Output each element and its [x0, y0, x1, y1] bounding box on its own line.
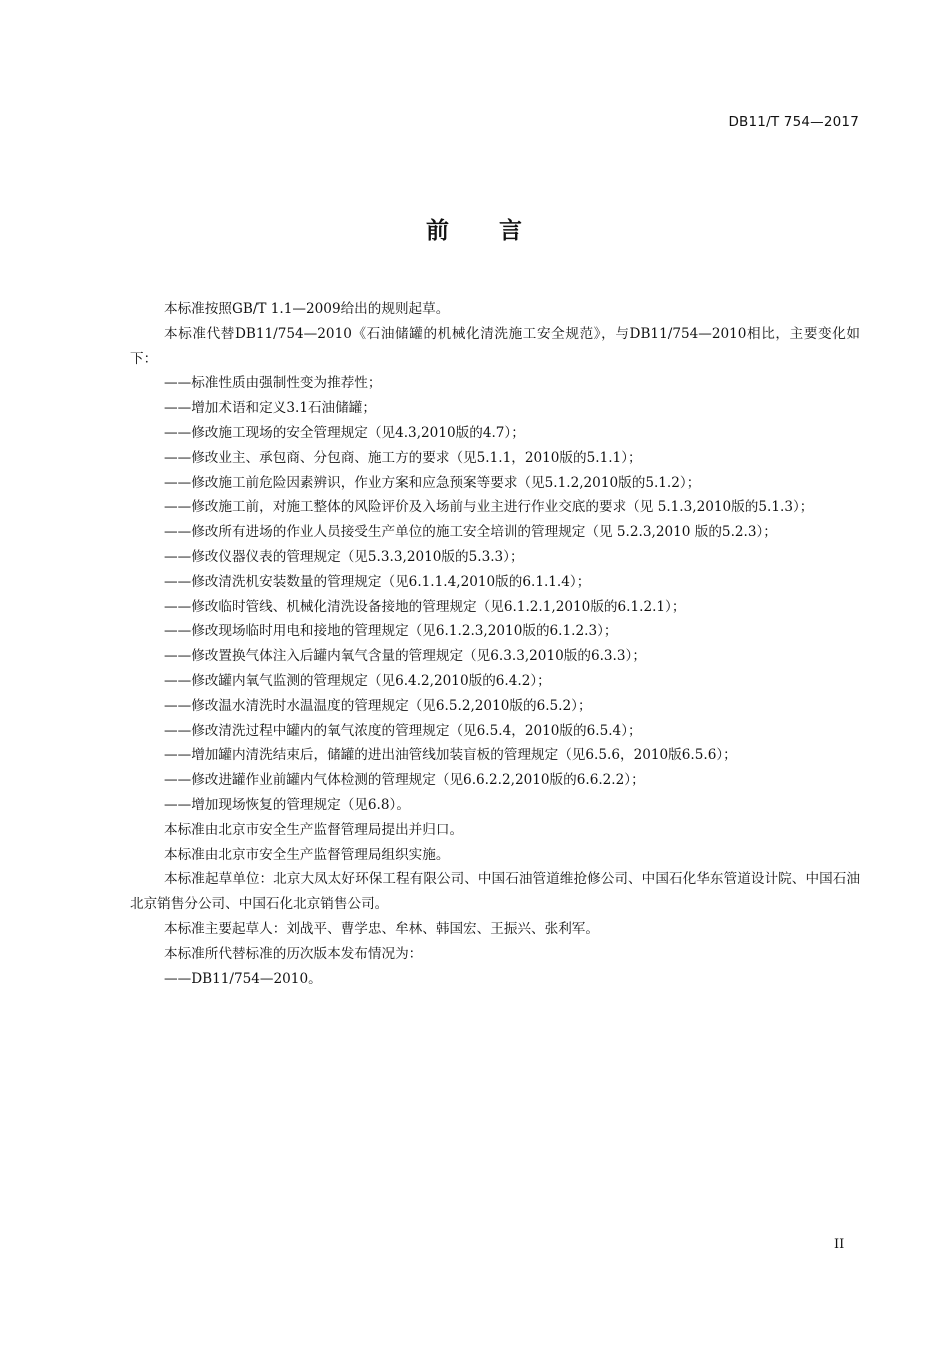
change-item: ——修改业主、承包商、分包商、施工方的要求（见5.1.1，2010版的5.1.1）； — [164, 449, 642, 466]
change-item: ——修改仪器仪表的管理规定（见5.3.3,2010版的5.3.3）； — [164, 548, 524, 565]
change-item: ——修改清洗过程中罐内的氧气浓度的管理规定（见6.5.4，2010版的6.5.4）； — [164, 722, 642, 739]
paragraph-drafting-units: 本标准起草单位：北京大凤太好环保工程有限公司、中国石油管道维抢修公司、中国石化华东管道设计院、中国石油北京销售分公司、中国石化北京销售公司。 — [130, 871, 860, 913]
change-item: ——增加罐内清洗结束后，储罐的进出油管线加装盲板的管理规定（见6.5.6，2010版6.5.6）； — [164, 747, 737, 764]
foreword-body — [130, 297, 860, 991]
change-item: ——标准性质由强制性变为推荐性； — [164, 375, 382, 392]
change-item: ——修改施工前危险因素辨识，作业方案和应急预案等要求（见5.1.2,2010版的5.1.2）； — [164, 474, 701, 491]
page-title — [0, 212, 950, 245]
change-item: ——增加术语和定义3.1石油储罐； — [164, 400, 376, 417]
paragraph-drafters: 本标准主要起草人：刘战平、曹学忠、牟林、韩国宏、王振兴、张利军。 — [164, 920, 599, 937]
title-char-1: 前 — [426, 218, 451, 244]
page-number: II — [834, 1237, 845, 1252]
change-item: ——修改进罐作业前罐内气体检测的管理规定（见6.6.2.2,2010版的6.6.2.2）； — [164, 772, 645, 789]
change-item: ——修改现场临时用电和接地的管理规定（见6.1.2.3,2010版的6.1.2.3）； — [164, 623, 618, 640]
change-item: ——修改施工前，对施工整体的风险评价及入场前与业主进行作业交底的要求（见 5.1.3,2010版的5.1.3）； — [164, 499, 814, 516]
paragraph-proposed-by: 本标准由北京市安全生产监督管理局提出并归口。 — [164, 821, 464, 838]
title-char-2: 言 — [499, 218, 524, 244]
change-item: ——修改临时管线、机械化清洗设备接地的管理规定（见6.1.2.1,2010版的6.1.2.1）； — [164, 598, 686, 615]
change-item: ——修改所有进场的作业人员接受生产单位的施工安全培训的管理规定（见 5.2.3,2010 版的5.2.3）； — [164, 524, 777, 541]
standard-code: DB11/T 754—2017 — [728, 114, 859, 130]
changes-list — [130, 371, 860, 817]
change-item: ——修改施工现场的安全管理规定（见4.3,2010版的4.7）； — [164, 424, 525, 441]
change-item: ——修改清洗机安装数量的管理规定（见6.1.1.4,2010版的6.1.1.4）； — [164, 573, 591, 590]
change-item: ——修改温水清洗时水温温度的管理规定（见6.5.2,2010版的6.5.2）； — [164, 697, 592, 714]
paragraph-drafting-rule: 本标准按照GB/T 1.1—2009给出的规则起草。 — [164, 301, 450, 317]
paragraph-replacement: 本标准代替DB11/754—2010《石油储罐的机械化清洗施工安全规范》，与DB11/754—2010相比，主要变化如下： — [130, 325, 860, 367]
change-item: ——修改罐内氧气监测的管理规定（见6.4.2,2010版的6.4.2）； — [164, 672, 551, 689]
history-item: ——DB11/754—2010。 — [164, 970, 322, 987]
change-item: ——增加现场恢复的管理规定（见6.8）。 — [164, 796, 410, 813]
paragraph-implemented-by: 本标准由北京市安全生产监督管理局组织实施。 — [164, 846, 450, 863]
change-item: ——修改置换气体注入后罐内氧气含量的管理规定（见6.3.3,2010版的6.3.3）； — [164, 648, 646, 665]
paragraph-history-intro: 本标准所代替标准的历次版本发布情况为： — [164, 945, 423, 962]
